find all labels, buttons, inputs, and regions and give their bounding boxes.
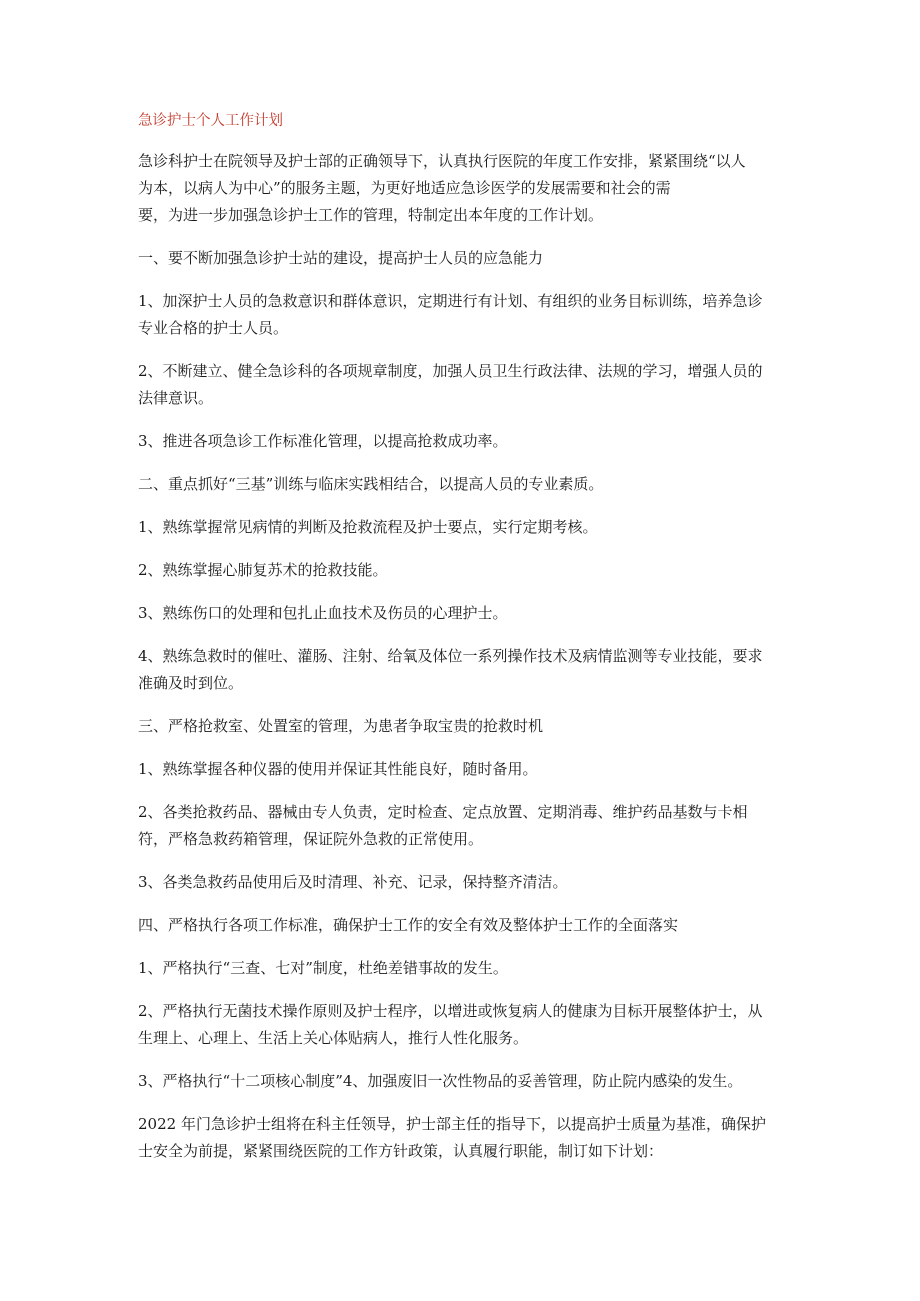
text-line: 1、加深护士人员的急救意识和群体意识，定期进行有计划、有组织的业务目标训练，培养急诊 [138, 292, 763, 310]
document-page [138, 108, 783, 1181]
intro-paragraph [138, 148, 783, 229]
section3-item-2 [138, 799, 783, 853]
section1-item-2 [138, 358, 783, 412]
section2-item-3 [138, 600, 783, 627]
section4-item-1 [138, 955, 783, 982]
section2-item-1 [138, 514, 783, 541]
section-heading-1: 一、要不断加强急诊护士站的建设，提高护士人员的应急能力 [138, 249, 544, 267]
text-line: 2、不断建立、健全急诊科的各项规章制度，加强人员卫生行政法律、法规的学习，增强人员的 [138, 362, 763, 380]
closing-paragraph [138, 1111, 783, 1165]
text-line: 3、熟练伤口的处理和包扎止血技术及伤员的心理护士。 [138, 604, 508, 622]
text-line: 专业合格的护士人员。 [138, 319, 289, 337]
section3-item-1 [138, 756, 783, 783]
section2-item-2 [138, 557, 783, 584]
section1-item-3 [138, 428, 783, 455]
text-line: 1、熟练掌握常见病情的判断及抢救流程及护士要点，实行定期考核。 [138, 518, 598, 536]
text-line: 1、严格执行“三查、七对”制度，杜绝差错事故的发生。 [138, 959, 508, 977]
text-line: 2、熟练掌握心肺复苏术的抢救技能。 [138, 561, 388, 579]
text-line: 准确及时到位。 [138, 674, 244, 692]
text-line: 符，严格急救药箱管理，保证院外急救的正常使用。 [138, 830, 484, 848]
text-line: 1、熟练掌握各种仪器的使用并保证其性能良好，随时备用。 [138, 760, 538, 778]
section2-item-4 [138, 643, 783, 697]
text-line: 急诊科护士在院领导及护士部的正确领导下，认真执行医院的年度工作安排，紧紧围绕“以人 [138, 152, 746, 170]
text-line: 为本，以病人为中心”的服务主题，为更好地适应急诊医学的发展需要和社会的需 [138, 179, 671, 197]
text-line: 4、熟练急救时的催吐、灌肠、注射、给氧及体位一系列操作技术及病情监测等专业技能，要求 [138, 647, 763, 665]
section3-item-3 [138, 869, 783, 896]
text-line: 2、各类抢救药品、器械由专人负责，定时检查、定点放置、定期消毒、维护药品基数与卡相 [138, 803, 748, 821]
text-line: 法律意识。 [138, 389, 214, 407]
section-heading-3: 三、严格抢救室、处置室的管理，为患者争取宝贵的抢救时机 [138, 717, 544, 735]
text-line: 3、严格执行“十二项核心制度”4、加强废旧一次性物品的妥善管理，防止院内感染的发生。 [138, 1072, 743, 1090]
section4-item-3 [138, 1068, 783, 1095]
text-line: 士安全为前提，紧紧围绕医院的工作方针政策，认真履行职能，制订如下计划： [138, 1142, 664, 1160]
section4-item-2 [138, 998, 783, 1052]
text-line: 2、严格执行无菌技术操作原则及护士程序，以增进或恢复病人的健康为目标开展整体护士，从 [138, 1002, 763, 1020]
section-heading-4: 四、严格执行各项工作标准，确保护士工作的安全有效及整体护士工作的全面落实 [138, 916, 679, 934]
text-line: 2022 年门急诊护士组将在科主任领导，护士部主任的指导下，以提高护士质量为基准，确保护 [138, 1115, 766, 1133]
text-line: 生理上、心理上、生活上关心体贴病人，推行人性化服务。 [138, 1029, 529, 1047]
text-line: 3、各类急救药品使用后及时清理、补充、记录，保持整齐清洁。 [138, 873, 568, 891]
section-heading-2: 二、重点抓好“三基”训练与临床实践相结合，以提高人员的专业素质。 [138, 475, 604, 493]
section1-item-1 [138, 288, 783, 342]
document-title: 急诊护士个人工作计划 [138, 113, 283, 129]
text-line: 要，为进一步加强急诊护士工作的管理，特制定出本年度的工作计划。 [138, 206, 604, 224]
text-line: 3、推进各项急诊工作标准化管理，以提高抢救成功率。 [138, 432, 508, 450]
